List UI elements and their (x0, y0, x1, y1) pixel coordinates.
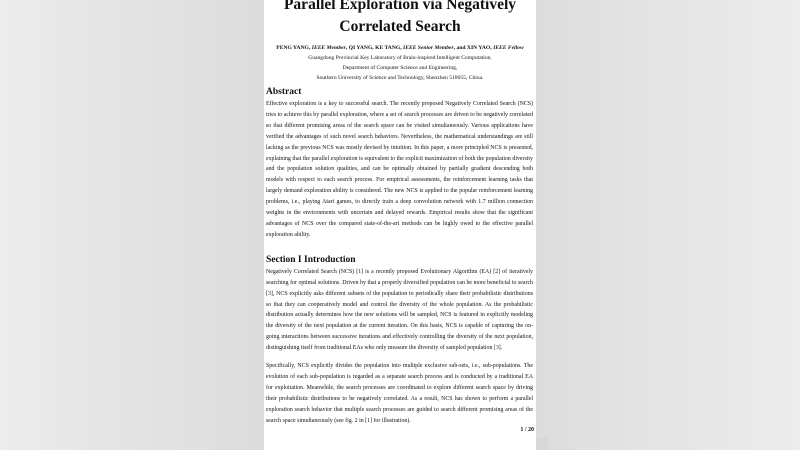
viewer-background-left (0, 0, 264, 450)
page-indicator-box (536, 438, 548, 450)
affiliation-line: Guangdong Provincial Key Laboratory of Brain-inspired Intelligent Computation, (308, 55, 492, 61)
author-role: IEEE Member (311, 45, 346, 51)
author-role: IEEE Senior Member (403, 45, 454, 51)
paper-title: Parallel Exploration via Negatively Correlated Search (283, 0, 517, 35)
page-indicator: 1 / 20 (520, 427, 534, 434)
paragraph: Specifically, NCS explicitly divides the population into multiple exclusive sub-sets, i.e., sub-populations. The evolution of each sub-population is regarded as a separate search process and is conducted by a traditional EA for exploitation. Meanwhile, the search processes are coordinated to explore different search space by driving their probabilistic distributions to be negatively correlated. As a result, NCS has shown to perform a parallel exploration search behavior that multiple search processes are guided to search different promising areas of the search space simultaneously (see fig. 2 in [1] for illustration). (266, 363, 533, 424)
affiliation-line: Department of Computer Science and Engineering, (342, 65, 458, 71)
author-line (264, 44, 536, 52)
abstract-heading: Abstract (266, 87, 302, 97)
author-name: PENG YANG, (276, 45, 312, 51)
author-role: IEEE Fellow (493, 45, 524, 51)
paragraph: Negatively Correlated Search (NCS) [1] is a recently proposed Evolutionary Algorithm (EA) [2] of iteratively searching for optimal solutions. Driven by that a properly diversified population can be more beneficial to search [3], NCS explicitly asks different subsets of the population to periodically share their probabilistic distributions so that they can cooperatively model and control the diversity of the whole population. As the probabilistic distribution actually determines how the new solutions will be sampled, NCS is featured in explicitly modeling the diversity of the next population at the current iteration. On this basis, NCS is capable of capturing the on-going interactions between successive iterations and effectively controlling the diversity of the next population, distinguishing itself from traditional EAs who only measure the diversity of sampled population [3]. (266, 268, 533, 352)
author-name: , QI YANG, KE TANG, (345, 45, 404, 51)
section-heading: Section I Introduction (266, 254, 356, 265)
affiliation-line: Southern University of Science and Technology, Shenzhen 518055, China. (316, 75, 484, 81)
viewer-background-right (536, 0, 800, 450)
affiliation (264, 53, 536, 83)
document-page (264, 0, 536, 450)
abstract-text: Effective exploration is a key to successful search. The recently proposed Negatively Correlated Search (NCS) tries to achieve this by parallel exploration, where a set of search processes are driven to be negatively correlated so that different promising areas of the search space can be visited simultaneously. Various applications have verified the advantages of such novel search behaviors. Nevertheless, the mathematical understandings are still lacking as the previous NCS was mostly devised by intuition. In this paper, a more principled NCS is presented, explaining that the parallel exploration is equivalent to the explicit maximization of both the population diversity and the population solution qualities, and can be optimally obtained by partially gradient descending both models with respect to each search process. For empirical assessments, the reinforcement learning tasks that largely demand exploration ability is considered. The new NCS is applied to the popular reinforcement learning problems, i.e., playing Atari games, to directly train a deep convolution network with 1.7 million connection weights in the environments with uncertain and delayed rewards. Empirical results show that the significant advantages of NCS over the compared state-of-the-art methods can be highly owed to the effective parallel exploration ability. (266, 101, 533, 238)
author-name: , and XIN YAO, (453, 45, 494, 51)
